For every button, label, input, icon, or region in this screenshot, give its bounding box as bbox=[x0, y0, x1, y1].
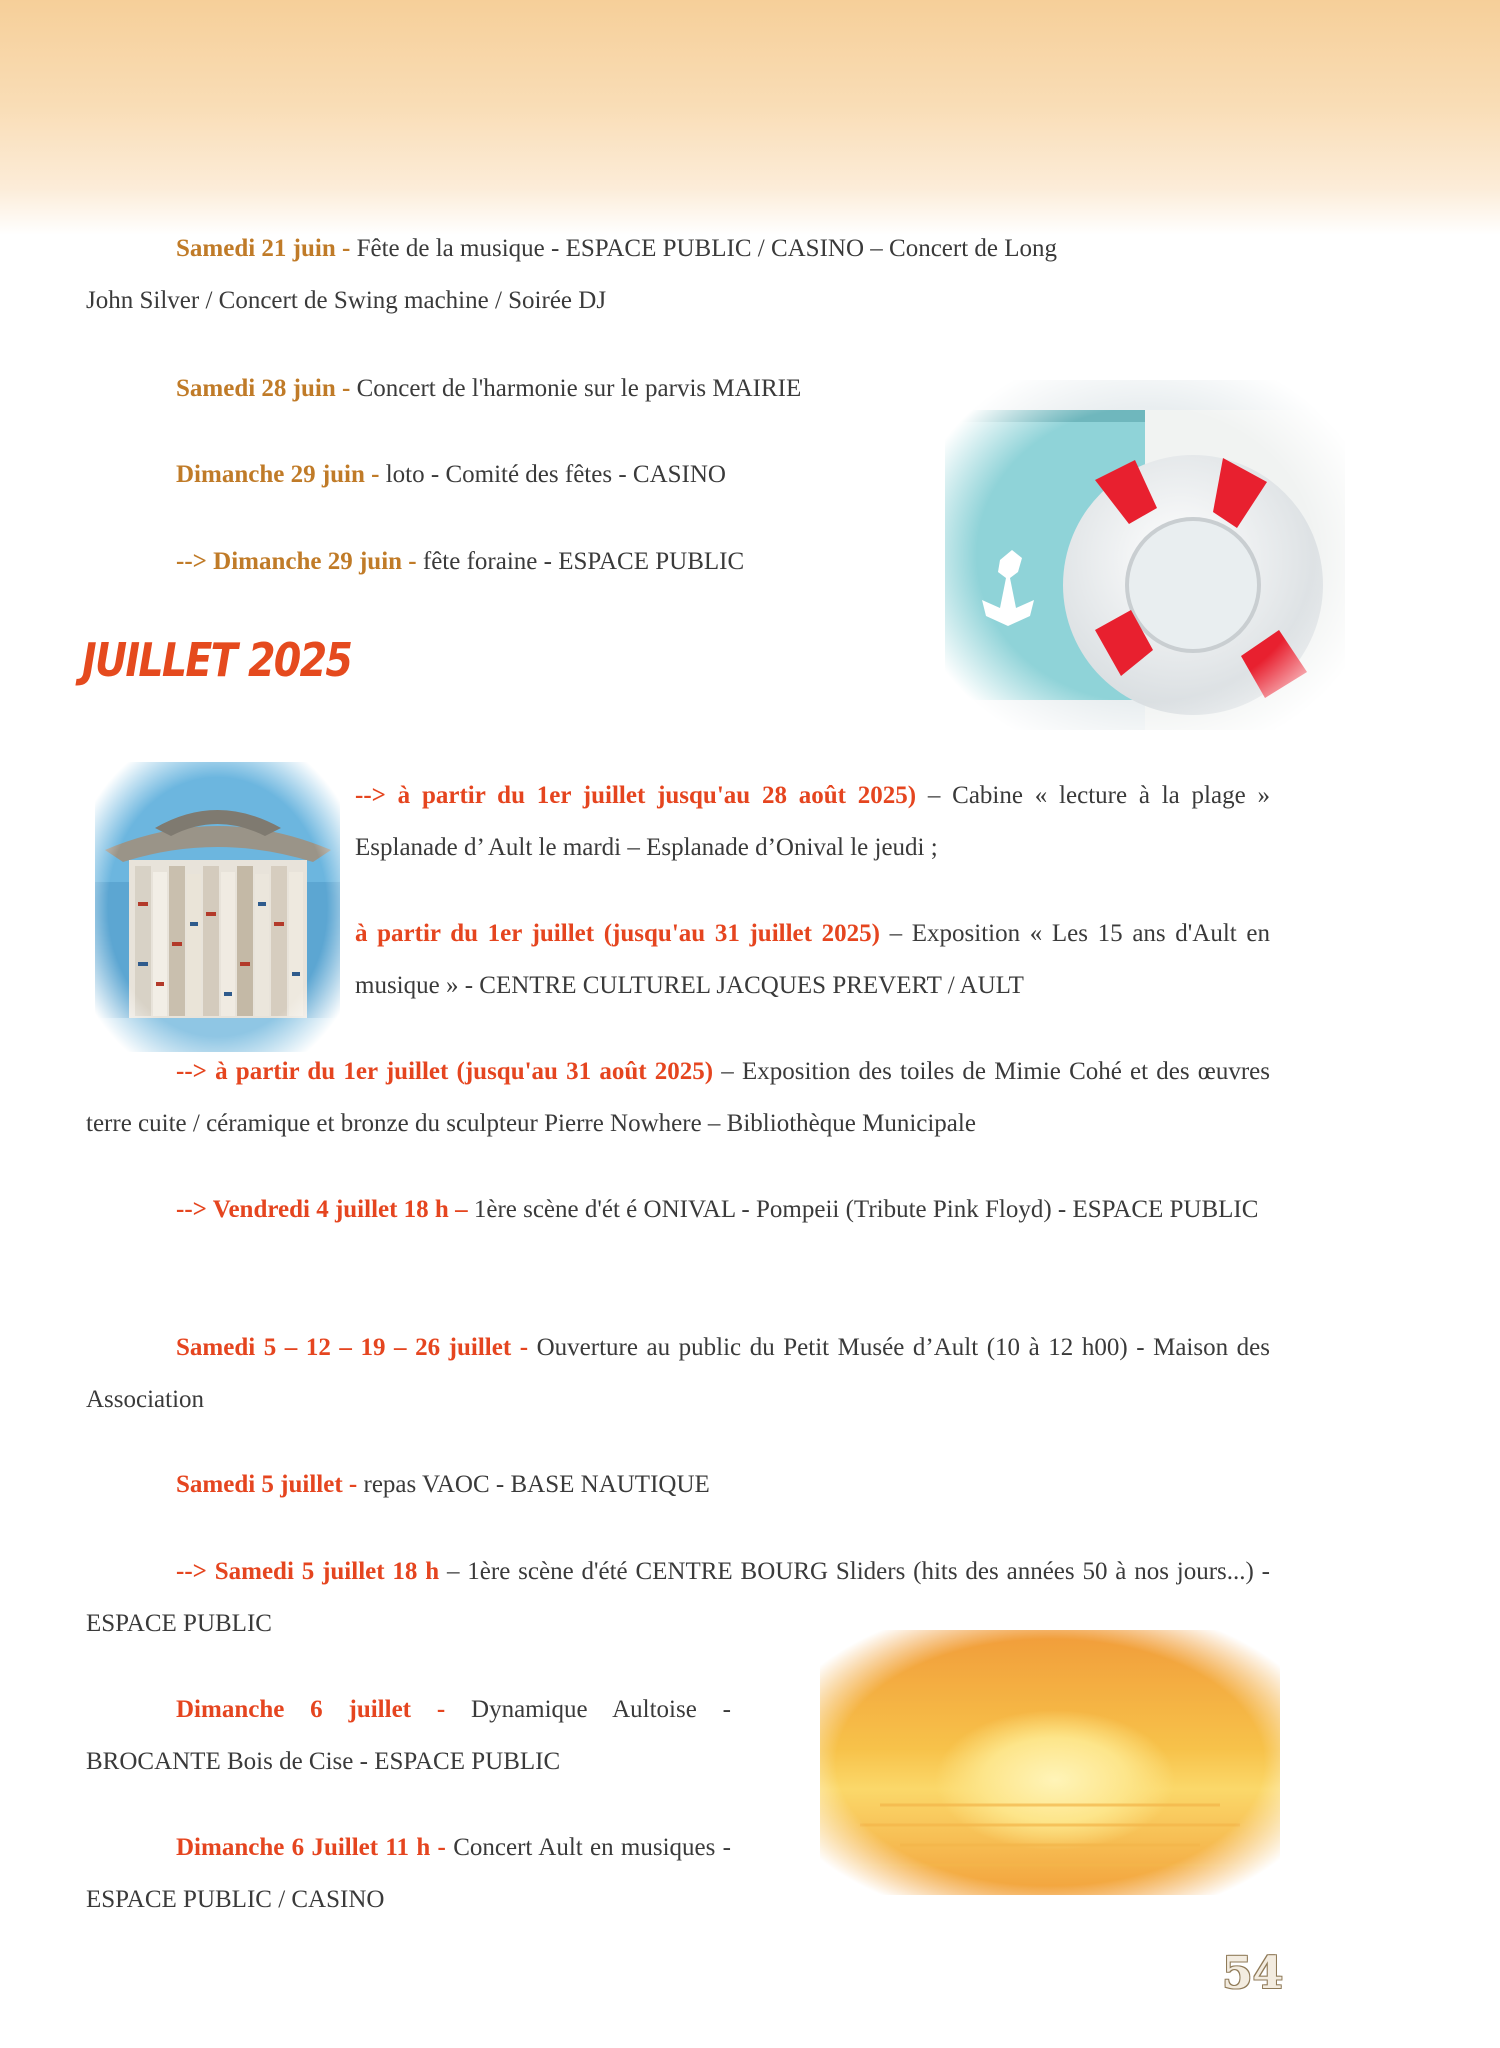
event-fete-musique bbox=[86, 223, 1086, 327]
event-concert-ault bbox=[86, 1822, 731, 1926]
event-fete-foraine bbox=[86, 536, 936, 588]
event-date: --> Dimanche 29 juin - bbox=[176, 548, 417, 575]
month-heading: JUILLET 2025 bbox=[82, 633, 352, 687]
event-date: Samedi 21 juin - bbox=[176, 235, 351, 262]
event-cabine-lecture bbox=[355, 770, 1270, 874]
event-text: Concert de l'harmonie sur le parvis MAIRIE bbox=[350, 375, 802, 402]
event-date: Dimanche 6 juillet - bbox=[176, 1696, 446, 1723]
event-date: --> à partir du 1er juillet (jusqu'au 31 août 2025) bbox=[176, 1058, 714, 1085]
event-pompeii bbox=[86, 1184, 1270, 1236]
event-harmonie bbox=[86, 363, 936, 415]
event-repas-vaoc bbox=[86, 1459, 1270, 1511]
event-date: --> Samedi 5 juillet 18 h bbox=[176, 1558, 440, 1585]
event-text: Fête de la musique - ESPACE PUBLIC / CASINO – Concert de Long John Silver / Concert de Swing machine / Soirée DJ bbox=[86, 235, 1058, 314]
book-cabin-image bbox=[95, 762, 340, 1052]
event-exposition-15-ans bbox=[355, 908, 1270, 1012]
event-text: repas VAOC - BASE NAUTIQUE bbox=[357, 1471, 710, 1498]
event-date: à partir du 1er juillet (jusqu'au 31 juillet 2025) bbox=[355, 920, 880, 947]
event-brocante bbox=[86, 1684, 731, 1788]
event-date: Samedi 28 juin - bbox=[176, 375, 351, 402]
page-number: 54 bbox=[1222, 1948, 1284, 1999]
event-petit-musee bbox=[86, 1322, 1270, 1426]
event-text: Ouverture au public du Petit Musée d’Ault (10 à 12 h00) - Maison des Association bbox=[86, 1334, 1270, 1413]
event-text: – Exposition des toiles de Mimie Cohé et des œuvres terre cuite / céramique et bronze du sculpteur Pierre Nowhere – Bibliothèque Municipale bbox=[86, 1058, 1270, 1137]
event-date: Samedi 5 – 12 – 19 – 26 juillet - bbox=[176, 1334, 529, 1361]
event-exposition-toiles bbox=[86, 1046, 1270, 1150]
event-date: Dimanche 6 Juillet 11 h - bbox=[176, 1834, 446, 1861]
event-loto bbox=[86, 449, 936, 501]
event-text: – Cabine « lecture à la plage » Esplanade d’ Ault le mardi – Esplanade d’Onival le jeudi ; bbox=[355, 782, 1270, 861]
top-gradient-band bbox=[0, 0, 1500, 235]
event-text: 1ère scène d'ét é ONIVAL - Pompeii (Tribute Pink Floyd) - ESPACE PUBLIC bbox=[467, 1196, 1259, 1223]
event-date: Samedi 5 juillet - bbox=[176, 1471, 358, 1498]
lifebuoy-image bbox=[945, 380, 1345, 730]
event-text: Dynamique Aultoise - BROCANTE Bois de Cise - ESPACE PUBLIC bbox=[86, 1696, 731, 1775]
event-text: loto - Comité des fêtes - CASINO bbox=[379, 461, 726, 488]
event-date: --> Vendredi 4 juillet 18 h – bbox=[176, 1196, 468, 1223]
event-date: --> à partir du 1er juillet jusqu'au 28 août 2025) bbox=[355, 782, 917, 809]
event-text: – Exposition « Les 15 ans d'Ault en musique » - CENTRE CULTUREL JACQUES PREVERT / AULT bbox=[355, 920, 1270, 999]
event-text: fête foraine - ESPACE PUBLIC bbox=[416, 548, 745, 575]
event-date: Dimanche 29 juin - bbox=[176, 461, 380, 488]
event-text: – 1ère scène d'été CENTRE BOURG Sliders (hits des années 50 à nos jours...) - ESPACE PUBLIC bbox=[86, 1558, 1270, 1637]
sunset-image bbox=[820, 1630, 1280, 1895]
event-text: Concert Ault en musiques - ESPACE PUBLIC / CASINO bbox=[86, 1834, 732, 1913]
